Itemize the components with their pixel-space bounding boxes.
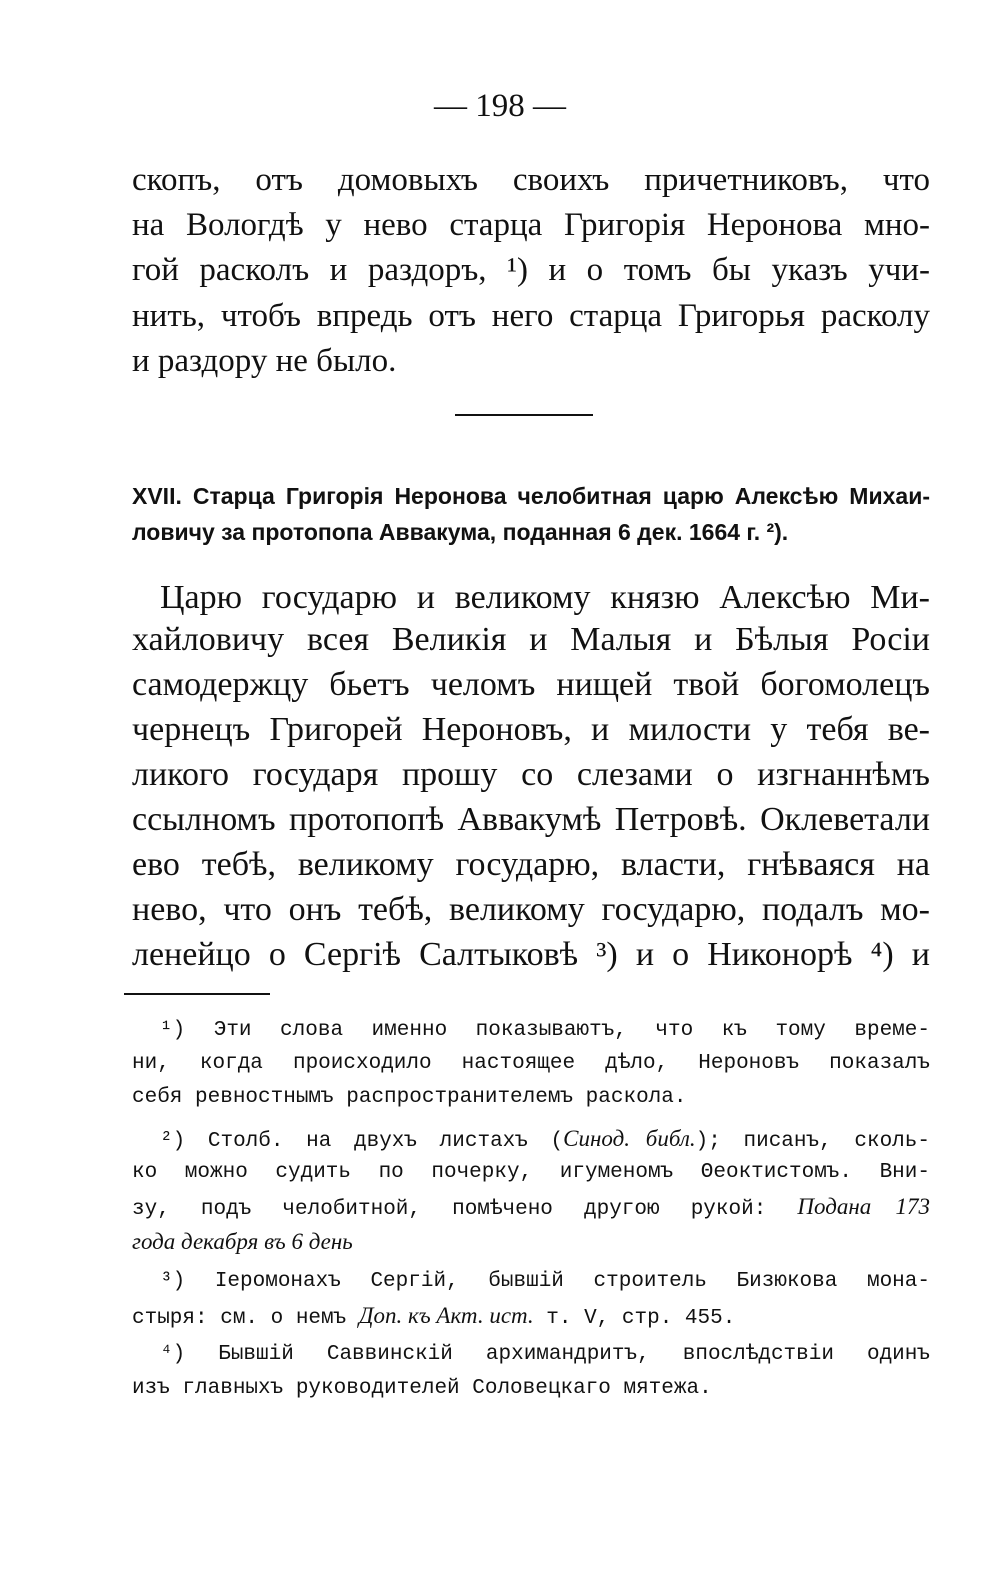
- text-line: самодержцу бьетъ челомъ нищей твой богомолецъ: [132, 666, 930, 703]
- footnote-line: себя ревностнымъ распространителемъ раскола.: [132, 1086, 687, 1109]
- footnote-separator: [124, 993, 270, 995]
- text-line: и раздору не было.: [132, 343, 397, 379]
- footnote-line: года декабря въ 6 день: [132, 1229, 353, 1254]
- text-line: скопъ, отъ домовыхъ своихъ причетниковъ, что: [132, 162, 930, 198]
- text-line: ленейцо о Сергіѣ Салтыковѣ ³) и о Никонорѣ ⁴) и: [132, 936, 930, 973]
- text-line: ссылномъ протопопѣ Аввакумѣ Петровѣ. Оклеветали: [132, 801, 930, 838]
- text-line: гой расколъ и раздоръ, ¹) и о томъ бы указъ учи-: [132, 252, 930, 288]
- footnote-line: стыря: см. о немъ Доп. къ Акт. ист. т. V, стр. 455.: [132, 1303, 736, 1330]
- section-divider: [455, 414, 593, 416]
- footnote-line: ни, когда происходило настоящее дѣло, Нероновъ показалъ: [132, 1052, 930, 1075]
- footnote-line: ³) Іеромонахъ Сергій, бывшій строитель Бизюкова мона-: [160, 1270, 930, 1293]
- text-line: хайловичу всея Великія и Малыя и Бѣлыя Росіи: [132, 621, 930, 658]
- text-line: ликого государя прошу со слезами о изгнаннѣмъ: [132, 756, 930, 793]
- footnote-line: ко можно судить по почерку, игуменомъ Θеоктистомъ. Вни-: [132, 1161, 930, 1184]
- text-line: Царю государю и великому князю Алексѣю Ми-: [160, 579, 930, 616]
- text-line: ево тебѣ, великому государю, власти, гнѣваяся на: [132, 846, 930, 883]
- heading-line: XVII. Старца Григорія Неронова челобитная царю Алексѣю Михаи-: [132, 483, 930, 509]
- footnote-line: ²) Столб. на двухъ листахъ (Синод. библ.); писанъ, сколь-: [160, 1126, 930, 1153]
- text-line: на Вологдѣ у нево старца Григорія Неронова мно-: [132, 207, 930, 243]
- text-line: нево, что онъ тебѣ, великому государю, подалъ мо-: [132, 891, 930, 928]
- footnote-line: изъ главныхъ руководителей Соловецкаго мятежа.: [132, 1377, 712, 1400]
- heading-line: ловичу за протопопа Аввакума, поданная 6 дек. 1664 г. ²).: [132, 519, 789, 545]
- footnote-line: ⁴) Бывшій Саввинскій архимандритъ, впослѣдствіи одинъ: [160, 1343, 930, 1366]
- page-number: — 198 —: [434, 88, 566, 124]
- text-line: чернецъ Григорей Нероновъ, и милости у тебя ве-: [132, 711, 930, 748]
- footnote-line: ¹) Эти слова именно показываютъ, что къ тому време-: [160, 1019, 930, 1042]
- footnote-line: зу, подъ челобитной, помѣчено другою рукой: Подана 173: [132, 1194, 930, 1221]
- text-line: нить, чтобъ впредь отъ него старца Григорья расколу: [132, 298, 930, 334]
